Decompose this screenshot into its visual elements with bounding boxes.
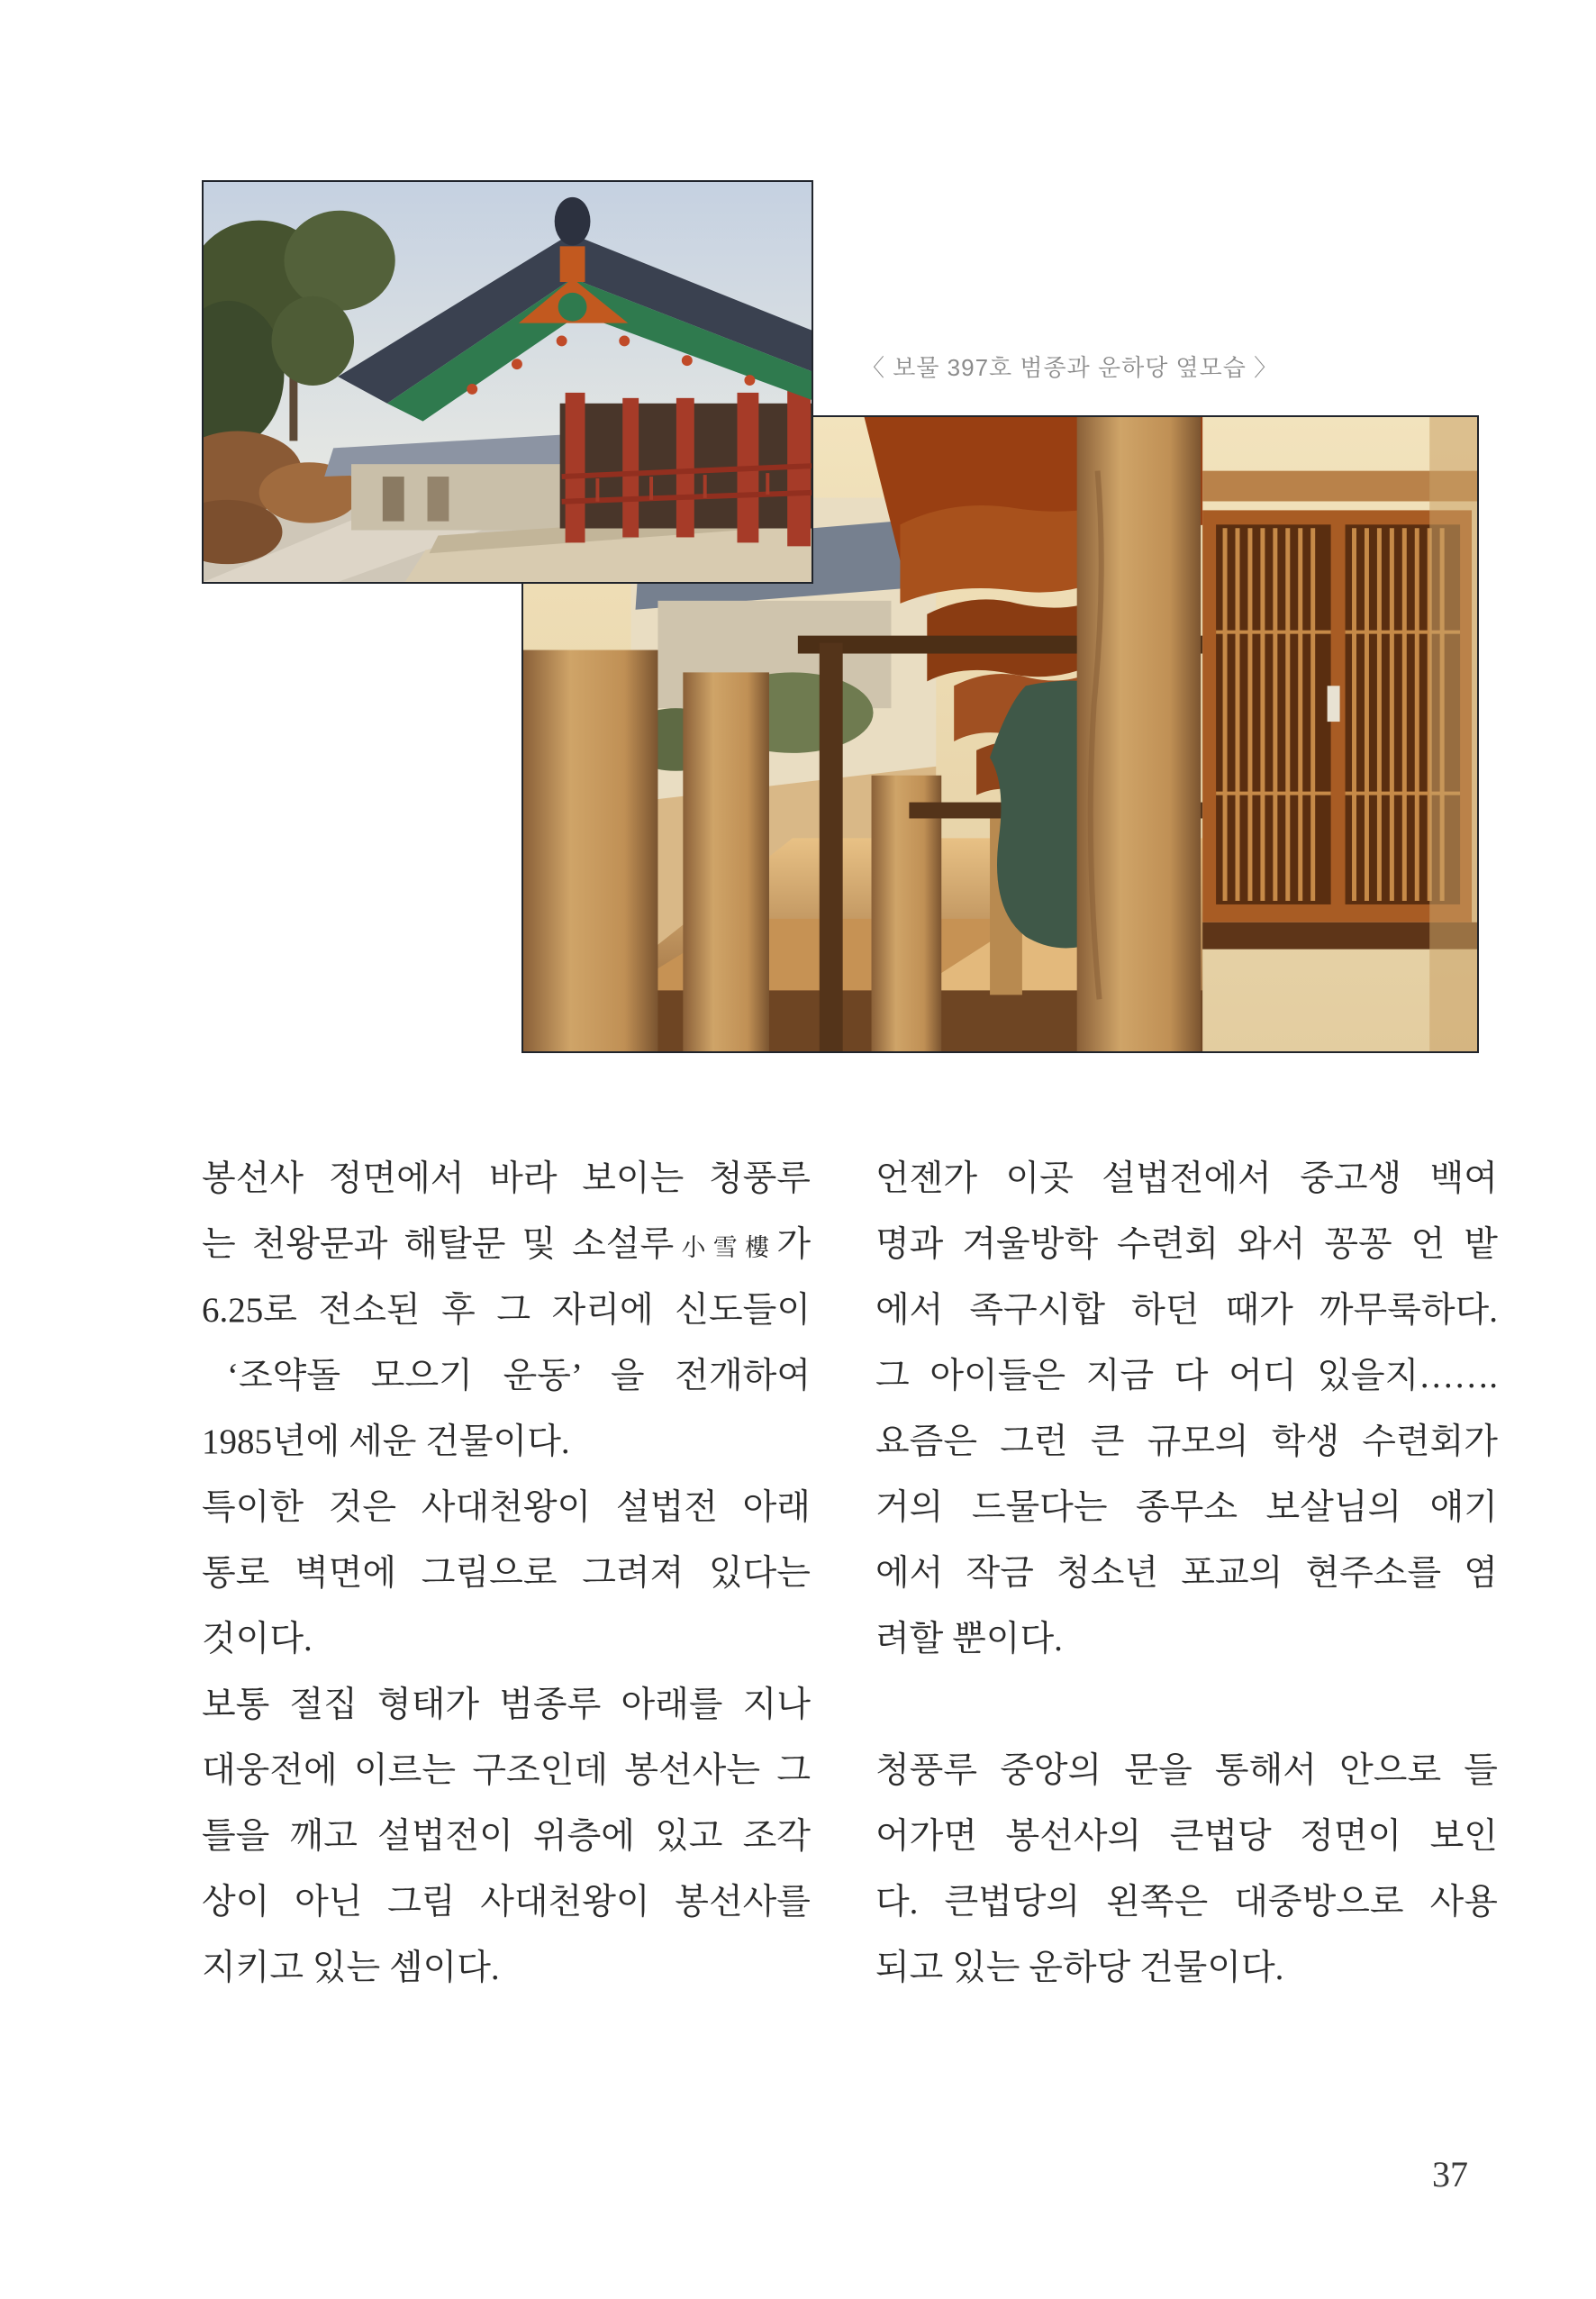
- text-line: 특이한 것은 사대천왕이 설법전 아래: [202, 1488, 811, 1527]
- text-line: 어가면 봉선사의 큰법당 정면이 보인: [875, 1817, 1498, 1856]
- text-line: 봉선사 정면에서 바라 보이는 청풍루: [202, 1159, 811, 1198]
- text-line: 것이다.: [202, 1620, 313, 1658]
- text-line: 려할 뿐이다.: [875, 1620, 1063, 1658]
- text-line: 거의 드물다는 종무소 보살님의 얘기: [875, 1488, 1498, 1527]
- text-column-left: [202, 1146, 811, 2001]
- text-line: 통로 벽면에 그림으로 그려져 있다는: [202, 1554, 811, 1593]
- text-line: 6.25로 전소된 후 그 자리에 신도들이: [202, 1291, 811, 1330]
- text-line: 지키고 있는 셈이다.: [202, 1949, 500, 1987]
- text-line: 에서 족구시합 하던 때가 까무룩하다.: [875, 1291, 1498, 1330]
- text-line: 그 아이들은 지금 다 어디 있을지…….: [875, 1357, 1498, 1395]
- text-line: 다. 큰법당의 왼쪽은 대중방으로 사용: [875, 1883, 1498, 1922]
- bell-pavilion-illustration: [204, 182, 812, 582]
- text-line: 되고 있는 운하당 건물이다.: [875, 1949, 1284, 1987]
- text-line: 는 천왕문과 해탈문 및 소설루小雪樓가: [202, 1225, 811, 1264]
- text-line: 요즘은 그런 큰 규모의 학생 수련회가: [875, 1422, 1498, 1461]
- bell-pavilion-photo: [202, 180, 813, 584]
- text-line: 명과 겨울방학 수련회 와서 꽁꽁 언 밭: [875, 1225, 1498, 1264]
- text-line: ‘조약돌 모으기 운동’ 을 전개하여: [227, 1357, 811, 1395]
- text-column-right: [875, 1146, 1498, 2001]
- text-line: 상이 아닌 그림 사대천왕이 봉선사를: [202, 1883, 811, 1922]
- blank-line: [875, 1672, 1498, 1738]
- page-number: 37: [1432, 2154, 1468, 2194]
- text-line: 언젠가 이곳 설법전에서 중고생 백여: [875, 1159, 1498, 1198]
- text-line: 에서 작금 청소년 포교의 현주소를 염: [875, 1554, 1498, 1593]
- text-line: 대웅전에 이르는 구조인데 봉선사는 그: [202, 1751, 811, 1790]
- photo-caption: 〈 보물 397호 범종과 운하당 옆모습 〉: [861, 354, 1279, 381]
- text-line: 보통 절집 형태가 범종루 아래를 지나: [202, 1686, 811, 1724]
- text-line: 청풍루 중앙의 문을 통해서 안으로 들: [875, 1751, 1498, 1790]
- text-line: 1985년에 세운 건물이다.: [202, 1422, 570, 1461]
- text-line: 틀을 깨고 설법전이 위층에 있고 조각: [202, 1817, 811, 1856]
